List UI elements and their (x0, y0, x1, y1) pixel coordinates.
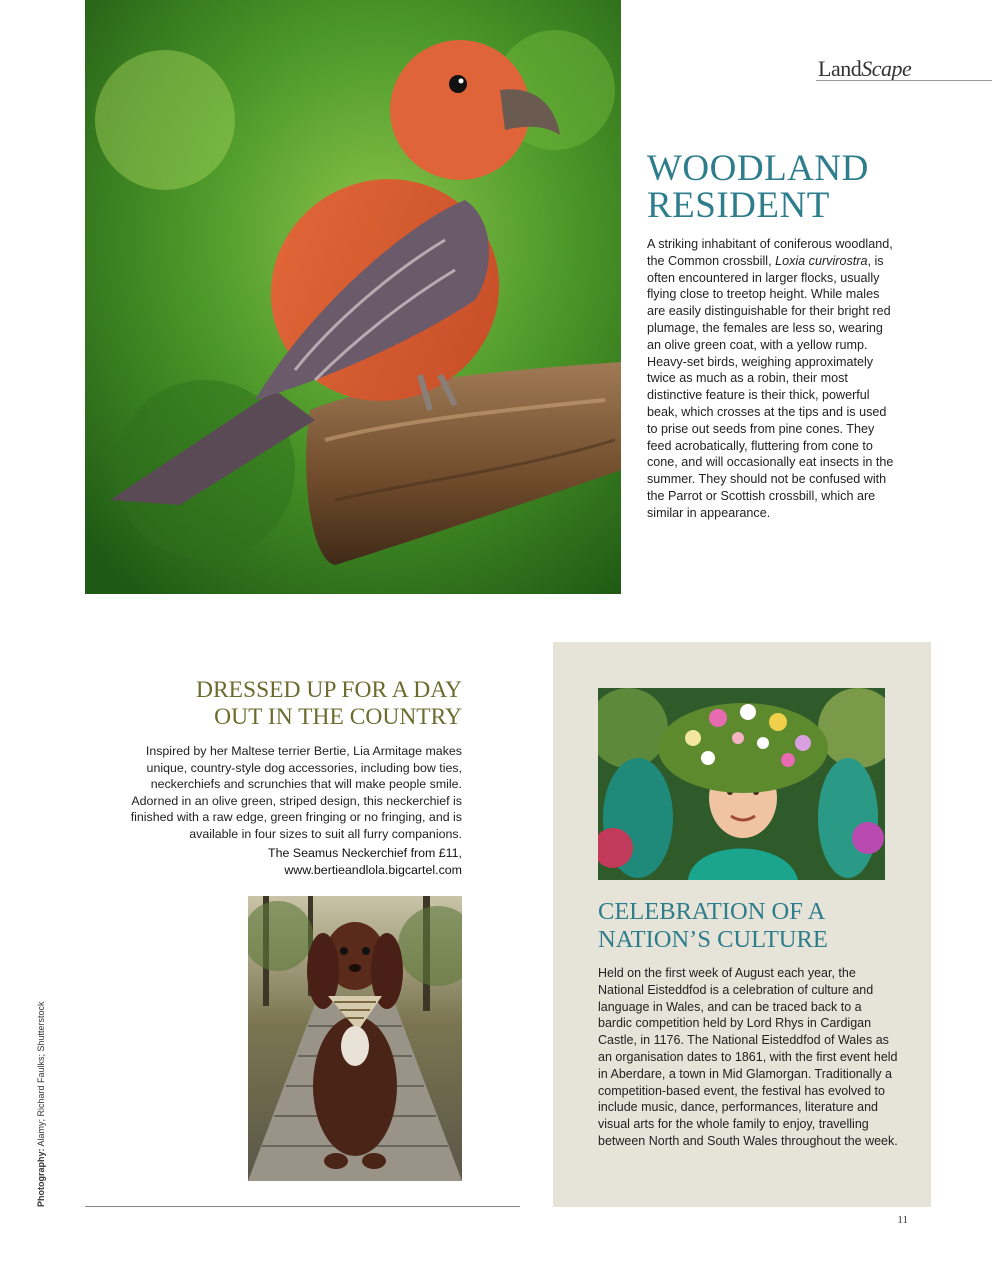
woodland-title-line1: WOODLAND (647, 148, 869, 189)
dressed-title-line1: DRESSED UP FOR A DAY (196, 677, 462, 703)
woodland-body-latin: Loxia curvirostra (775, 253, 868, 268)
product-url[interactable]: www.bertieandlola.bigcartel.com (284, 862, 462, 877)
photo-credit (36, 1001, 46, 1207)
logo-text-land: Land (818, 56, 862, 81)
dog-photo (248, 896, 462, 1181)
dressed-body: Inspired by her Maltese terrier Bertie, Lia Armitage makes unique, country-style dog accessories, including bow ties, neckerchiefs and scrunchies that will make people smile. Adorned in an olive green, striped design, this neckerchief is finished with a raw edge, green fringing or no fringing, and is available in four sizes to suit all furry companions. (130, 744, 462, 841)
page-number: 11 (897, 1214, 908, 1226)
dressed-title-line2: OUT IN THE COUNTRY (214, 704, 462, 730)
footer-rule (85, 1206, 520, 1207)
woodland-body-text-1: A striking inhabitant of coniferous woodland, the Common crossbill, (647, 237, 893, 268)
celebration-title-line2: NATION’S CULTURE (598, 925, 828, 953)
photo-credit-text: Alamy; Richard Faulks; Shutterstock (36, 1001, 46, 1149)
masthead (818, 56, 992, 82)
woodland-body-text-2: , is often encountered in larger flocks, usually flying close to treetop height. While males are easily distinguishable for their bright red plumage, the females are less so, wearing an olive green coat, with a yellow rump. Heavy-set birds, weighing approximately twice as much as a robin, their most distinctive feature is their thick, powerful beak, which crosses at the tips and is used to prise out seeds from pine cones. They feed acrobatically, fluttering from cone to cone, and will occasionally eat insects in the summer. They should not be confused with the Parrot or Scottish crossbill, which are similar in appearance. (647, 253, 894, 520)
festival-photo (598, 688, 885, 880)
woodland-body (647, 236, 897, 522)
dressed-title (120, 677, 462, 731)
masthead-logo (818, 56, 911, 81)
product-price-line: The Seamus Neckerchief from £11, (268, 846, 462, 860)
crossbill-photo (85, 0, 621, 594)
photo-credit-label: Photography: (36, 1148, 46, 1207)
woodland-title (647, 150, 947, 224)
celebration-title (598, 898, 898, 953)
celebration-body: Held on the first week of August each year, the National Eisteddfod is a celebration of culture and language in Wales, and can be traced back to a bardic competition held by Lord Rhys in Cardigan Castle, in 1176. The National Eisteddfod of Wales as an organisation dates to 1861, with the first event held in Aberdare, a town in Mid Glamorgan. Traditionally a competition-based event, the festival has evolved to include music, dance, performances, literature and visual arts for the whole family to enjoy, travelling between North and South Wales throughout the week. (598, 966, 898, 1148)
logo-text-scape: Scape (861, 56, 912, 81)
dressed-credit (120, 845, 462, 878)
celebration-title-line1: CELEBRATION OF A (598, 898, 826, 925)
woodland-title-line2: RESIDENT (647, 185, 830, 226)
masthead-rule (816, 80, 992, 81)
